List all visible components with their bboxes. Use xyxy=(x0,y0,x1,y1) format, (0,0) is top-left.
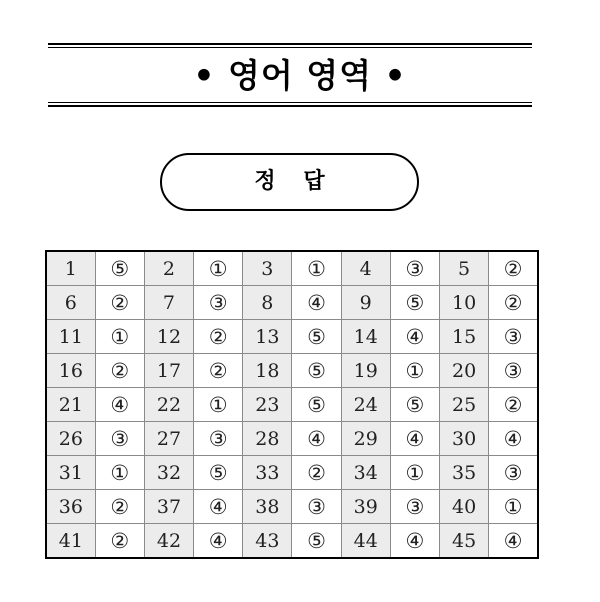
answer-choice: ⑤ xyxy=(292,354,341,388)
bottom-rule-upper xyxy=(48,102,532,103)
question-number: 39 xyxy=(341,490,390,524)
question-number: 1 xyxy=(46,251,95,286)
table-row xyxy=(46,354,538,388)
answer-choice: ③ xyxy=(489,354,538,388)
question-number: 10 xyxy=(440,286,489,320)
table-row xyxy=(46,524,538,559)
question-number: 16 xyxy=(46,354,95,388)
answer-choice: ③ xyxy=(194,286,243,320)
answer-choice: ② xyxy=(489,251,538,286)
answer-choice: ⑤ xyxy=(292,320,341,354)
answer-choice: ① xyxy=(95,456,144,490)
answer-choice: ③ xyxy=(194,422,243,456)
answer-choice: ② xyxy=(489,286,538,320)
question-number: 5 xyxy=(440,251,489,286)
question-number: 3 xyxy=(243,251,292,286)
question-number: 42 xyxy=(144,524,193,559)
table-row xyxy=(46,286,538,320)
question-number: 13 xyxy=(243,320,292,354)
question-number: 28 xyxy=(243,422,292,456)
answer-choice: ④ xyxy=(194,490,243,524)
answer-choice: ③ xyxy=(390,251,439,286)
question-number: 27 xyxy=(144,422,193,456)
answer-choice: ⑤ xyxy=(390,388,439,422)
question-number: 26 xyxy=(46,422,95,456)
question-number: 25 xyxy=(440,388,489,422)
question-number: 44 xyxy=(341,524,390,559)
question-number: 24 xyxy=(341,388,390,422)
answer-choice: ① xyxy=(194,388,243,422)
question-number: 34 xyxy=(341,456,390,490)
question-number: 23 xyxy=(243,388,292,422)
answer-table-body xyxy=(46,251,538,558)
answer-choice: ⑤ xyxy=(95,251,144,286)
answer-choice: ⑤ xyxy=(390,286,439,320)
answer-choice: ③ xyxy=(95,422,144,456)
question-number: 38 xyxy=(243,490,292,524)
question-number: 32 xyxy=(144,456,193,490)
question-number: 11 xyxy=(46,320,95,354)
answer-choice: ⑤ xyxy=(194,456,243,490)
answer-choice: ④ xyxy=(95,388,144,422)
question-number: 22 xyxy=(144,388,193,422)
answer-choice: ④ xyxy=(194,524,243,559)
question-number: 18 xyxy=(243,354,292,388)
answer-choice: ⑤ xyxy=(292,524,341,559)
question-number: 4 xyxy=(341,251,390,286)
answer-choice: ① xyxy=(194,251,243,286)
question-number: 14 xyxy=(341,320,390,354)
question-number: 15 xyxy=(440,320,489,354)
answer-choice: ② xyxy=(194,354,243,388)
question-number: 21 xyxy=(46,388,95,422)
question-number: 30 xyxy=(440,422,489,456)
answer-choice: ① xyxy=(390,456,439,490)
table-row xyxy=(46,388,538,422)
answer-choice: ② xyxy=(194,320,243,354)
table-row xyxy=(46,422,538,456)
answer-choice: ③ xyxy=(390,490,439,524)
bottom-rule-lower xyxy=(48,105,532,107)
answer-choice: ④ xyxy=(489,422,538,456)
section-title: • 영어 영역 • xyxy=(193,56,407,95)
answer-choice: ③ xyxy=(489,320,538,354)
question-number: 6 xyxy=(46,286,95,320)
question-number: 37 xyxy=(144,490,193,524)
answer-choice: ② xyxy=(95,490,144,524)
answer-choice: ① xyxy=(489,490,538,524)
question-number: 17 xyxy=(144,354,193,388)
answer-choice: ⑤ xyxy=(292,388,341,422)
answer-choice: ④ xyxy=(292,286,341,320)
table-row xyxy=(46,456,538,490)
question-number: 43 xyxy=(243,524,292,559)
answer-choice: ④ xyxy=(390,524,439,559)
question-number: 9 xyxy=(341,286,390,320)
question-number: 36 xyxy=(46,490,95,524)
answer-choice: ④ xyxy=(390,422,439,456)
question-number: 20 xyxy=(440,354,489,388)
table-row xyxy=(46,320,538,354)
answer-choice: ④ xyxy=(489,524,538,559)
table-row xyxy=(46,490,538,524)
question-number: 41 xyxy=(46,524,95,559)
answer-choice: ④ xyxy=(390,320,439,354)
question-number: 12 xyxy=(144,320,193,354)
question-number: 7 xyxy=(144,286,193,320)
question-number: 45 xyxy=(440,524,489,559)
answer-choice: ① xyxy=(292,251,341,286)
question-number: 40 xyxy=(440,490,489,524)
answer-choice: ② xyxy=(292,456,341,490)
answer-choice: ③ xyxy=(292,490,341,524)
question-number: 19 xyxy=(341,354,390,388)
question-number: 29 xyxy=(341,422,390,456)
question-number: 31 xyxy=(46,456,95,490)
answer-key-label: 정 답 xyxy=(160,153,419,211)
top-rule-lower xyxy=(48,47,532,48)
question-number: 33 xyxy=(243,456,292,490)
answer-choice: ④ xyxy=(292,422,341,456)
top-rule-upper xyxy=(48,43,532,45)
answer-choice: ② xyxy=(95,354,144,388)
answer-choice: ② xyxy=(95,524,144,559)
answer-choice: ② xyxy=(95,286,144,320)
answer-choice: ③ xyxy=(489,456,538,490)
question-number: 2 xyxy=(144,251,193,286)
answer-table xyxy=(45,250,539,559)
answer-choice: ② xyxy=(489,388,538,422)
question-number: 35 xyxy=(440,456,489,490)
answer-choice: ① xyxy=(95,320,144,354)
answer-choice: ① xyxy=(390,354,439,388)
question-number: 8 xyxy=(243,286,292,320)
table-row xyxy=(46,251,538,286)
